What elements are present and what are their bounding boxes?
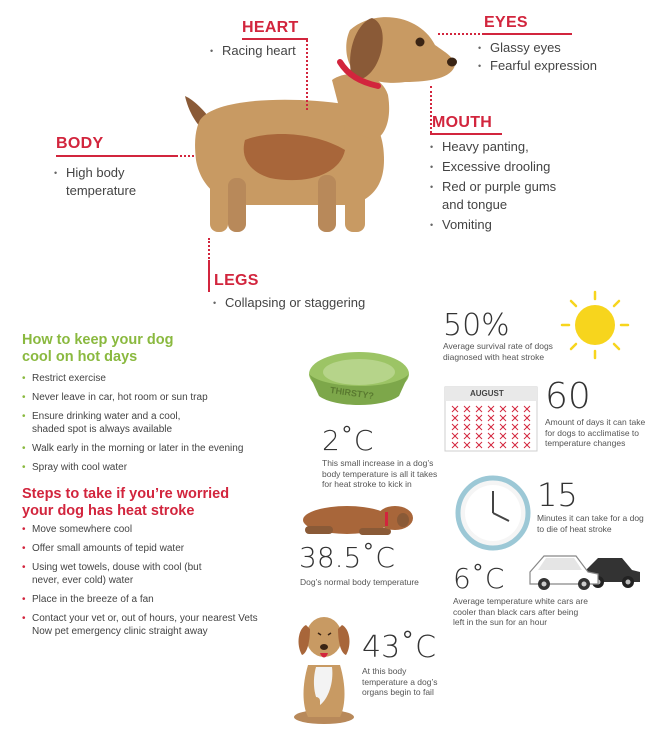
- cool-item: • Spray with cool water: [22, 461, 262, 474]
- survival-value: 50%: [443, 308, 510, 343]
- minutes-text: Minutes it can take for a dog to die of heat stroke: [537, 513, 644, 534]
- organs-text: At this body temperature a dog’s organs begin to fail: [362, 666, 438, 697]
- legs-label: LEGS: [214, 272, 259, 289]
- legs-underline: [208, 262, 210, 292]
- heart-connector: [306, 40, 308, 110]
- cars-icon: [524, 548, 644, 590]
- mouth-list: [430, 138, 580, 234]
- eyes-underline: [484, 33, 572, 35]
- legs-item: • Collapsing or staggering: [213, 294, 365, 312]
- lying-dog-icon: [295, 498, 420, 540]
- dog-illustration: [180, 0, 470, 240]
- body-label: BODY: [56, 135, 104, 152]
- cars-text: Average temperature white cars are cooler than black cars after being left in the sun for an hour: [453, 596, 588, 627]
- acclimatise-text: Amount of days it can take for dogs to acclimatise to temperature changes: [545, 417, 646, 448]
- mouth-item: • Vomiting: [430, 216, 580, 234]
- mouth-item: • Excessive drooling: [430, 158, 580, 176]
- steps-item: • Using wet towels, douse with cool (but never, ever cold) water: [22, 561, 202, 587]
- calendar-month: AUGUST: [470, 389, 504, 398]
- normal-value: 38.5˚C: [299, 541, 395, 574]
- mouth-underline: [430, 133, 502, 135]
- sitting-dog-icon: [288, 605, 360, 727]
- cars-value: 6˚C: [453, 562, 505, 595]
- mouth-item: • Red or purple gums and tongue: [430, 178, 580, 214]
- eyes-item: • Glassy eyes: [478, 39, 597, 57]
- eyes-item: • Fearful expression: [478, 57, 597, 75]
- cool-item: • Never leave in car, hot room or sun trap: [22, 391, 262, 404]
- organs-value: 43˚C: [362, 630, 437, 665]
- clock-icon: [455, 475, 531, 551]
- heart-underline: [242, 38, 308, 40]
- heart-label: HEART: [242, 19, 299, 36]
- steps-title: Steps to take if you’re worried your dog has heat stroke: [22, 486, 230, 519]
- steps-list: [22, 523, 268, 644]
- normal-text: Dog’s normal body temperature: [300, 577, 419, 587]
- mouth-label: MOUTH: [432, 114, 493, 131]
- legs-connector: [208, 238, 210, 262]
- sun-icon: [558, 288, 632, 362]
- eyes-label: EYES: [484, 14, 528, 31]
- legs-list: [213, 294, 365, 312]
- increase-text: This small increase in a dog’s body temperature is all it takes for heat stroke to kick in: [322, 458, 438, 489]
- bowl-label: THIRSTY?: [329, 384, 375, 402]
- steps-item: • Place in the breeze of a fan: [22, 593, 268, 606]
- steps-item: • Move somewhere cool: [22, 523, 268, 536]
- increase-value: 2˚C: [322, 424, 374, 457]
- eyes-list: [478, 39, 597, 75]
- acclimatise-value: 60: [545, 376, 591, 417]
- steps-item: • Offer small amounts of tepid water: [22, 542, 268, 555]
- cool-title: How to keep your dog cool on hot days: [22, 332, 174, 365]
- cool-item: • Walk early in the morning or later in the evening: [22, 442, 262, 455]
- water-bowl-icon: [305, 348, 413, 410]
- body-list: [54, 164, 174, 200]
- mouth-connector: [430, 86, 432, 133]
- minutes-value: 15: [537, 476, 578, 514]
- survival-text: Average survival rate of dogs diagnosed with heat stroke: [443, 341, 553, 362]
- body-connector: [176, 155, 194, 157]
- body-underline: [56, 155, 176, 157]
- cool-item: • Restrict exercise: [22, 372, 262, 385]
- steps-item: • Contact your vet or, out of hours, your nearest Vets Now pet emergency clinic straight away: [22, 612, 268, 638]
- cool-list: [22, 372, 262, 480]
- eyes-connector: [438, 33, 484, 35]
- heart-item: • Racing heart: [210, 42, 296, 60]
- mouth-item: • Heavy panting,: [430, 138, 580, 156]
- cool-item: • Ensure drinking water and a cool, shaded spot is always available: [22, 410, 212, 436]
- heart-list: [210, 42, 296, 60]
- body-item: • High body temperature: [54, 164, 174, 200]
